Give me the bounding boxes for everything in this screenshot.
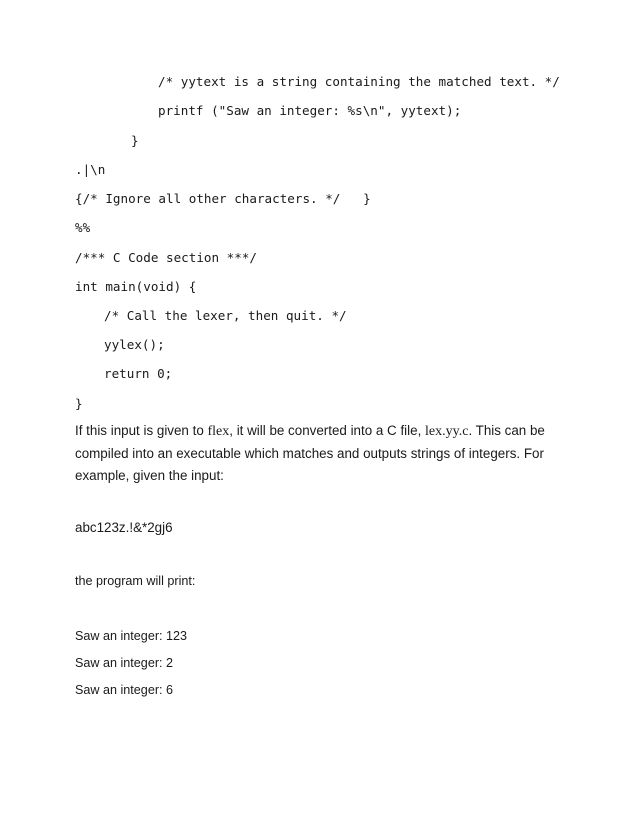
lex-file-name: lex.yy.c	[425, 424, 469, 439]
program-will-print-label: the program will print:	[75, 574, 196, 588]
code-line-ignore-comment: {/* Ignore all other characters. */ }	[75, 191, 371, 206]
paragraph-text-3: . This can be compiled into an executable which matches and outputs strings of integers. For example, given the input:	[75, 423, 545, 483]
output-line-1: Saw an integer: 123	[75, 629, 188, 643]
paragraph-text-1: If this input is given to	[75, 423, 208, 438]
code-line-close-brace-main: }	[75, 396, 83, 411]
explanation-paragraph	[75, 420, 555, 487]
code-line-call-lexer-comment: /* Call the lexer, then quit. */	[104, 308, 347, 323]
paragraph-text-2: , it will be converted into a C file,	[229, 423, 426, 438]
code-line-dot-newline: .|\n	[75, 162, 106, 177]
code-line-close-brace-inner: }	[131, 133, 139, 148]
input-example: abc123z.!&*2gj6	[75, 520, 173, 535]
code-line-yylex-call: yylex();	[104, 337, 165, 352]
code-line-section-separator: %%	[75, 220, 91, 235]
output-line-3: Saw an integer: 6	[75, 683, 174, 697]
code-line-c-code-comment: /*** C Code section ***/	[75, 250, 257, 265]
code-line-comment-yytext: /* yytext is a string containing the matched text. */	[158, 74, 560, 89]
code-line-printf: printf ("Saw an integer: %s\n", yytext);	[158, 103, 462, 118]
code-line-main-signature: int main(void) {	[75, 279, 197, 294]
output-line-2: Saw an integer: 2	[75, 656, 174, 670]
flex-term: flex	[207, 424, 230, 439]
code-line-return: return 0;	[104, 366, 173, 381]
